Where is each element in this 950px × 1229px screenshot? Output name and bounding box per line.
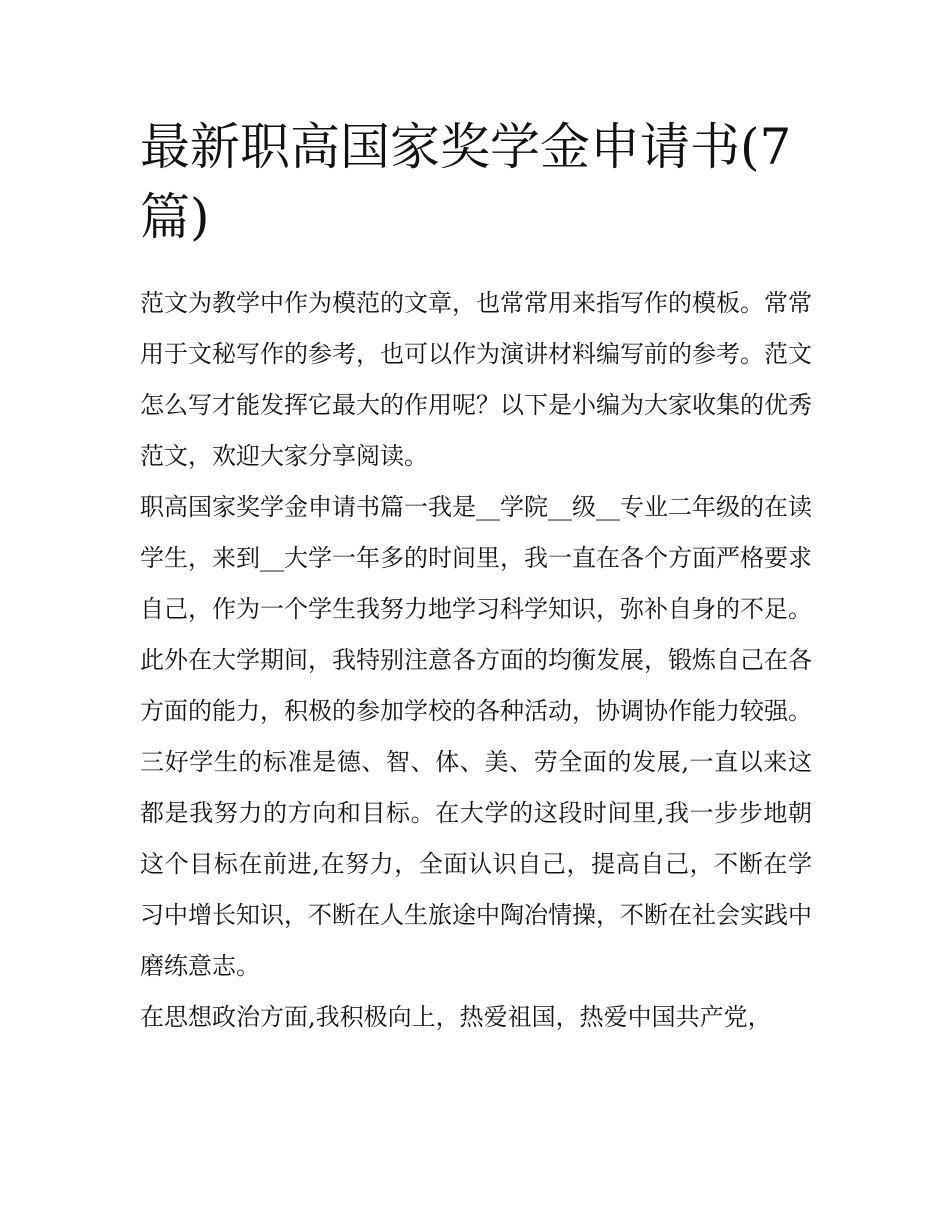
document-title: 最新职高国家奖学金申请书(7篇): [140, 118, 792, 246]
paragraph-application-1: 职高国家奖学金申请书篇一我是__学院__级__专业二年级的在读学生，来到__大学一年多的时间里，我一直在各个方面严格要求自己，作为一个学生我努力地学习科学知识，弥补自身的不足。此外在大学期间，我特别注意各方面的均衡发展，锻炼自己在各方面的能力，积极的参加学校的各种活动，协调协作能力较强。: [140, 493, 812, 725]
paragraph-political: 在思想政治方面,我积极向上，热爱祖国，热爱中国共产党，: [140, 1003, 772, 1031]
paragraph-merit-student: 三好学生的标准是德、智、体、美、劳全面的发展,一直以来这都是我努力的方向和目标。在大学的这段时间里,我一步步地朝这个目标在前进,在努力，全面认识自己，提高自己，不断在学习中增长知识，不断在人生旅途中陶冶情操，不断在社会实践中磨练意志。: [140, 748, 812, 980]
document-body: [140, 278, 812, 1043]
paragraph-intro: 范文为教学中作为模范的文章，也常常用来指写作的模板。常常用于文秘写作的参考，也可以作为演讲材料编写前的参考。范文怎么写才能发挥它最大的作用呢？以下是小编为大家收集的优秀范文，欢迎大家分享阅读。: [140, 289, 812, 470]
